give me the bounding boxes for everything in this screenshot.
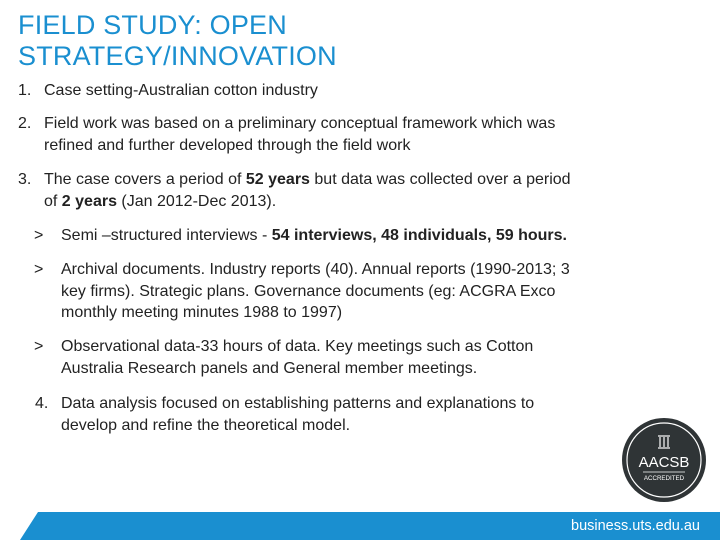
chevron-right-icon: >	[34, 261, 44, 278]
sub-bullet-1	[34, 225, 654, 247]
list-item-text-line-2: develop and refine the theoretical model.	[61, 416, 351, 434]
slide-title	[18, 10, 698, 72]
aacsb-accredited-badge	[621, 417, 707, 503]
list-item-text: Case setting-Australian cotton industry	[44, 82, 318, 99]
bold-text-run: 52 years	[245, 171, 310, 188]
list-item-number: 2.	[18, 115, 32, 132]
badge-name: AACSB	[638, 454, 690, 471]
list-item-text-line-2	[44, 191, 658, 213]
bold-text-run: 2 years	[61, 192, 117, 210]
slide-title-line-2: STRATEGY/INNOVATION	[18, 41, 337, 71]
list-item-3	[18, 169, 658, 212]
list-item-text-line-1: Data analysis focused on establishing patterns and explanations to	[61, 395, 535, 412]
chevron-right-icon: >	[34, 338, 44, 355]
sub-bullet-text-line-1: Observational data-33 hours of data. Key meetings such as Cotton	[61, 338, 534, 355]
text-run: but data was collected over a period	[309, 171, 571, 188]
list-item-text-line-1: Field work was based on a preliminary conceptual framework which was	[44, 115, 556, 132]
bold-text-run: 54 interviews, 48 individuals, 59 hours.	[271, 227, 567, 244]
list-item-number: 1.	[18, 82, 32, 99]
sub-bullet-2	[34, 259, 654, 324]
sub-bullet-text-line-2: key firms). Strategic plans. Governance documents (eg: ACGRA Exco	[61, 282, 556, 300]
footer-url[interactable]: business.uts.edu.au	[571, 518, 700, 534]
sub-bullet-3	[34, 336, 654, 379]
text-run: Semi –structured interviews -	[61, 227, 272, 244]
text-run: (Jan 2012-Dec 2013).	[116, 192, 277, 210]
badge-subtitle: ACCREDITED	[643, 475, 685, 482]
slide-title-line-1: FIELD STUDY: OPEN	[18, 10, 287, 40]
sub-bullet-text-line-3: monthly meeting minutes 1988 to 1997)	[61, 304, 343, 321]
pillars-icon	[658, 436, 670, 448]
chevron-right-icon: >	[34, 227, 44, 244]
list-item-text-line-2: refined and further developed through the field work	[44, 136, 411, 154]
list-item-number: 4.	[35, 395, 49, 412]
text-run: The case covers a period of	[44, 171, 246, 188]
text-run: of	[44, 192, 62, 210]
list-item-2	[18, 113, 658, 156]
list-item-1	[18, 80, 658, 102]
list-item-number: 3.	[18, 171, 32, 188]
sub-bullet-text-line-1: Archival documents. Industry reports (40). Annual reports (1990-2013; 3	[61, 261, 570, 278]
sub-bullet-text	[61, 225, 654, 247]
list-item-4	[35, 393, 675, 436]
list-item-text-line-1	[44, 169, 658, 191]
sub-bullet-text-line-2: Australia Research panels and General member meetings.	[61, 359, 478, 377]
